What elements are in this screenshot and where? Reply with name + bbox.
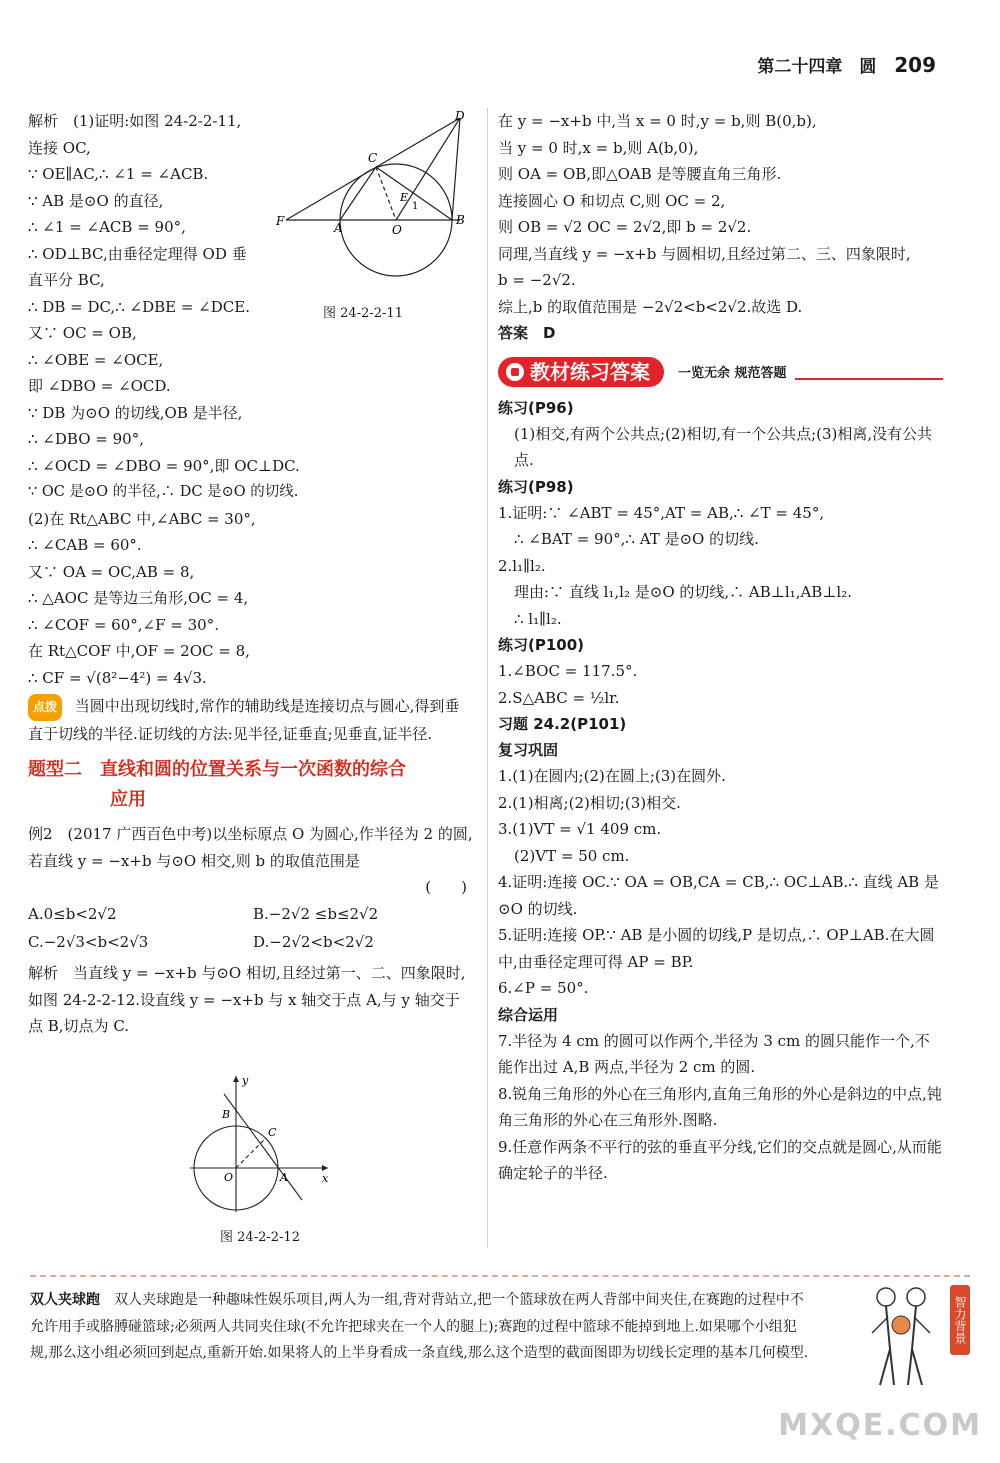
solution-continued bbox=[498, 108, 943, 320]
fig1-label-f: F bbox=[276, 214, 285, 228]
fig1-label-c: C bbox=[368, 151, 378, 165]
answer-item: 6.∠P = 50°. bbox=[498, 979, 589, 997]
proof-line: ∵ DB 为⊙O 的切线,OB 是半径, bbox=[28, 403, 243, 422]
two-people-ball-illustration bbox=[858, 1281, 944, 1391]
proof-line: ∴ CF = √(8²−4²) = 4√3. bbox=[28, 668, 207, 687]
solution-line: 则 OA = OB,即△OAB 是等腰直角三角形. bbox=[498, 165, 782, 183]
proof-line: ∵ OC 是⊙O 的半径,∴ DC 是⊙O 的切线. bbox=[28, 484, 299, 500]
section-title: 练习(P96) bbox=[498, 398, 574, 417]
answer-item: 2.S△ABC = ½lr. bbox=[498, 688, 620, 707]
proof-line: ∴ ∠1 = ∠ACB = 90°, bbox=[28, 218, 186, 236]
solution-line: 当 y = 0 时,x = b,则 A(b,0), bbox=[498, 138, 699, 157]
banner-title: 教材练习答案 bbox=[530, 359, 650, 384]
type2-title: 题型二 直线和圆的位置关系与一次函数的综合 bbox=[28, 759, 406, 780]
proof-line: ∴ ∠COF = 60°,∠F = 30°. bbox=[28, 615, 219, 634]
answer-item: ∴ l₁∥l₂. bbox=[514, 609, 562, 628]
footer-text-block bbox=[30, 1287, 810, 1367]
answer-item: (2)VT = 50 cm. bbox=[514, 846, 630, 865]
chapter-title: 第二十四章 圆 bbox=[757, 57, 877, 77]
section-title: 习题 24.2(P101) bbox=[498, 715, 627, 733]
answer-item: 1.证明:∵ ∠ABT = 45°,AT = AB,∴ ∠T = 45°, bbox=[498, 503, 825, 522]
proof-line: ∴ OD⊥BC,由垂径定理得 OD 垂 bbox=[28, 244, 247, 263]
figure-1-diagram bbox=[248, 108, 478, 298]
proof-line: 又∵ OA = OC,AB = 8, bbox=[28, 562, 195, 581]
proof-line: ∴ ∠DBO = 90°, bbox=[28, 430, 144, 448]
footer-note bbox=[30, 1275, 970, 1397]
answer-item: 5.证明:连接 OP.∵ AB 是小圆的切线,P 是切点,∴ OP⊥AB.在大圆中,由垂径定理可得 AP = BP. bbox=[498, 926, 935, 971]
proof-line: 直平分 BC, bbox=[28, 271, 105, 289]
proof-line: ∴ DB = DC,∴ ∠DBE = ∠DCE. bbox=[28, 297, 250, 316]
side-tag: 智力背景 bbox=[950, 1285, 970, 1355]
figure-24-2-2-12 bbox=[180, 1072, 340, 1247]
figure-1-caption: 图 24-2-2-11 bbox=[323, 306, 403, 321]
fig1-label-a: A bbox=[334, 221, 343, 235]
banner-pill bbox=[498, 357, 664, 387]
answer-item: 3.(1)VT = √1 409 cm. bbox=[498, 820, 662, 838]
options bbox=[28, 900, 473, 956]
option-a: A.0≤b<2√2 bbox=[28, 905, 117, 923]
footer-title: 双人夹球跑 bbox=[30, 1292, 100, 1308]
answer-paren: ( ) bbox=[425, 878, 467, 896]
option-c: C.−2√3<b<2√3 bbox=[28, 933, 149, 951]
page-header bbox=[757, 52, 936, 77]
figure-24-2-2-11 bbox=[248, 108, 478, 321]
section-title: 练习(P98) bbox=[498, 477, 574, 496]
type2-heading bbox=[28, 755, 473, 815]
answer-item: 理由:∵ 直线 l₁,l₂ 是⊙O 的切线,∴ AB⊥l₁,AB⊥l₂. bbox=[514, 583, 852, 601]
fig2-label-a: A bbox=[280, 1171, 288, 1184]
answer-item: 2.l₁∥l₂. bbox=[498, 556, 546, 575]
proof-line: ∴ ∠OCD = ∠DBO = 90°,即 OC⊥DC. bbox=[28, 456, 300, 475]
banner-rule bbox=[795, 378, 943, 380]
answer-item: (1)相交,有两个公共点;(2)相切,有一个公共点;(3)相离,没有公共点. bbox=[514, 424, 933, 469]
megaphone-icon bbox=[506, 363, 524, 381]
proof-line: 连接 OC, bbox=[28, 138, 91, 157]
fig1-label-e: E bbox=[400, 191, 409, 204]
analysis-2: 解析 当直线 y = −x+b 与⊙O 相切,且经过第一、二、四象限时,如图 24-2-2-12.设直线 y = −x+b 与 x 轴交于点 A,与 y 轴交于点 B,切点为 C. bbox=[28, 964, 466, 1035]
option-b: B.−2√2 ≤b≤2√2 bbox=[253, 905, 379, 923]
tip-block bbox=[28, 693, 473, 747]
fig1-label-d: D bbox=[455, 109, 465, 123]
proof-line: ∵ AB 是⊙O 的直径, bbox=[28, 191, 164, 210]
solution-line: 连接圆心 O 和切点 C,则 OC = 2, bbox=[498, 191, 726, 210]
fig1-label-b: B bbox=[456, 213, 465, 227]
solution-line: 同理,当直线 y = −x+b 与圆相切,且经过第二、三、四象限时, bbox=[498, 244, 911, 263]
section-title: 复习巩固 bbox=[498, 741, 559, 759]
solution-line: 则 OB = √2 OC = 2√2,即 b = 2√2. bbox=[498, 218, 752, 236]
answer-item: 8.锐角三角形的外心在三角形内,直角三角形的外心是斜边的中点,钝角三角形的外心在三角形外.图略. bbox=[498, 1084, 942, 1129]
proof-line: (2)在 Rt△ABC 中,∠ABC = 30°, bbox=[28, 509, 256, 528]
proof-line: ∴ ∠CAB = 60°. bbox=[28, 536, 142, 554]
watermark: MXQE.COM bbox=[778, 1408, 982, 1443]
page-number: 209 bbox=[894, 53, 936, 77]
figure-2-diagram bbox=[180, 1072, 340, 1222]
answer-item: 7.半径为 4 cm 的圆可以作两个,半径为 3 cm 的圆只能作一个,不能作出过 A,B 两点,半径为 2 cm 的圆. bbox=[498, 1031, 930, 1076]
footer-text: 双人夹球跑是一种趣味性娱乐项目,两人为一组,背对背站立,把一个篮球放在两人背部中间夹住,在赛跑的过程中不允许用手或胳膊碰篮球;必须两人共同夹住球(不允许把球夹在一个人的腿上);赛跑的过程中篮球不能掉到地上.如果哪个小组犯规,那么这小组必须回到起点,重新开始.如果将人的上半身看成一条直线,那么这个造型的截面图即为切线长定理的基本几何模型. bbox=[30, 1292, 809, 1361]
proof-line: ∴ ∠OBE = ∠OCE, bbox=[28, 350, 164, 369]
type2-title-cont: 应用 bbox=[110, 789, 146, 810]
section-title: 练习(P100) bbox=[498, 636, 585, 654]
right-column bbox=[498, 108, 943, 1187]
column-divider bbox=[487, 108, 488, 1248]
proof-line: 即 ∠DBO = ∠OCD. bbox=[28, 377, 171, 395]
fig2-label-b: B bbox=[222, 1108, 231, 1121]
option-d: D.−2√2<b<2√2 bbox=[253, 933, 374, 951]
answer-item: 1.(1)在圆内;(2)在圆上;(3)在圆外. bbox=[498, 767, 726, 785]
answer-item: 1.∠BOC = 117.5°. bbox=[498, 662, 638, 680]
example-2: 例2 (2017 广西百色中考)以坐标原点 O 为圆心,作半径为 2 的圆,若直线 y = −x+b 与⊙O 相交,则 b 的取值范围是 bbox=[28, 825, 473, 870]
fig2-label-o: O bbox=[224, 1171, 234, 1184]
solution-line: b = −2√2. bbox=[498, 271, 576, 289]
figure-2-caption: 图 24-2-2-12 bbox=[220, 1230, 300, 1245]
proof-line: 又∵ OC = OB, bbox=[28, 324, 137, 342]
fig2-label-y: y bbox=[242, 1074, 249, 1087]
answer-line: 答案 D bbox=[498, 324, 556, 342]
answer-item: 4.证明:连接 OC.∵ OA = OB,CA = CB,∴ OC⊥AB.∴ 直线 AB 是⊙O 的切线. bbox=[498, 873, 939, 918]
section-title: 综合运用 bbox=[498, 1005, 559, 1024]
exercise-sections bbox=[498, 395, 943, 1187]
fig1-label-o: O bbox=[392, 223, 402, 237]
banner-subtitle: 一览无余 规范答题 bbox=[678, 366, 787, 381]
tip-badge: 点拨 bbox=[28, 694, 62, 721]
answer-item: ∴ ∠BAT = 90°,∴ AT 是⊙O 的切线. bbox=[514, 530, 759, 548]
tip-text: 当圆中出现切线时,常作的辅助线是连接切点与圆心,得到垂直于切线的半径.证切线的方法:见半径,证垂直;见垂直,证半径. bbox=[28, 697, 460, 743]
answer-item: 2.(1)相离;(2)相切;(3)相交. bbox=[498, 793, 681, 812]
solution-line: 在 y = −x+b 中,当 x = 0 时,y = b,则 B(0,b), bbox=[498, 112, 817, 130]
fig2-label-c: C bbox=[268, 1126, 277, 1139]
proof-line: ∵ OE∥AC,∴ ∠1 = ∠ACB. bbox=[28, 165, 209, 183]
answer-item: 9.任意作两条不平行的弦的垂直平分线,它们的交点就是圆心,从而能确定轮子的半径. bbox=[498, 1137, 942, 1182]
proof-line: ∴ △AOC 是等边三角形,OC = 4, bbox=[28, 589, 249, 607]
solution-line: 综上,b 的取值范围是 −2√2<b<2√2.故选 D. bbox=[498, 297, 803, 316]
proof-line: 解析 (1)证明:如图 24-2-2-11, bbox=[28, 112, 242, 130]
fig2-label-x: x bbox=[322, 1172, 329, 1185]
textbook-answers-banner bbox=[498, 357, 943, 387]
proof-line: 在 Rt△COF 中,OF = 2OC = 8, bbox=[28, 642, 250, 660]
fig1-label-1: 1 bbox=[412, 201, 419, 212]
